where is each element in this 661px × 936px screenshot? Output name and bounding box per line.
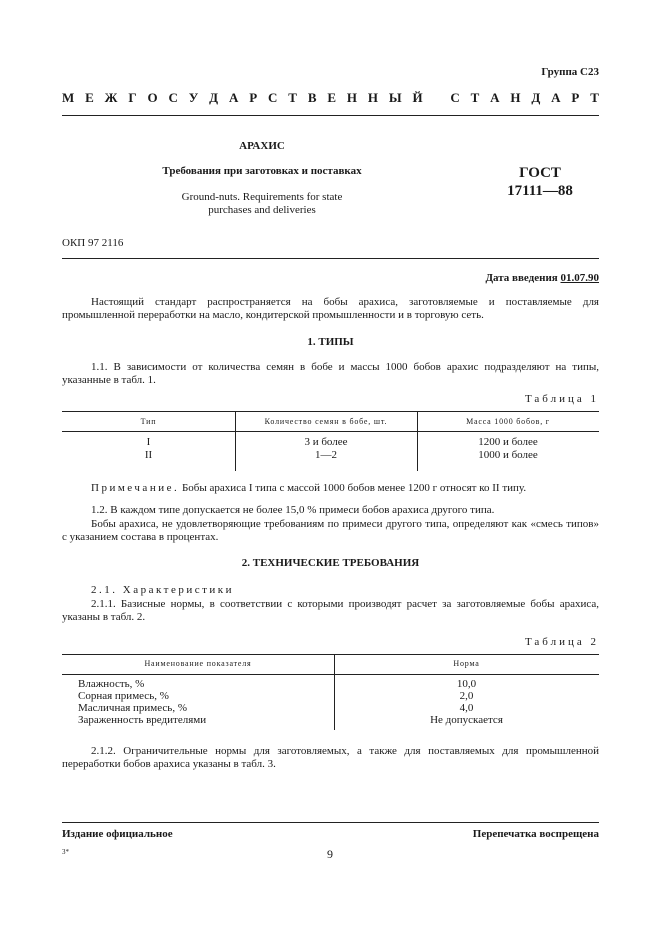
note-label: Примечание.: [91, 482, 180, 494]
interstate-letter: С: [268, 90, 278, 105]
page-number: 9: [327, 847, 333, 861]
introduction-date: [485, 272, 599, 284]
interstate-letter: С: [450, 90, 460, 105]
table-2-header-rule: [62, 674, 599, 675]
table-1-top-rule: [62, 411, 599, 412]
table-2-cell: Сорная примесь, %: [78, 690, 169, 702]
interstate-letter: Н: [346, 90, 358, 105]
reprint-prohibited: Перепечатка воспрещена: [472, 828, 599, 840]
interstate-letter: Н: [510, 90, 521, 105]
table-2-cell: Масличная примесь, %: [78, 702, 187, 714]
interstate-letter: Д: [531, 90, 541, 105]
interstate-letter: Р: [249, 90, 258, 105]
interstate-letter: [433, 90, 439, 106]
table-1-note: [62, 482, 599, 495]
table-1-header-seeds: Количество семян в бобе, шт.: [264, 417, 388, 426]
table-1-cell: 3 и более: [304, 436, 348, 448]
table-2-header-norm: Норма: [453, 659, 480, 668]
section-1-paragraph-2: 1.2. В каждом типе допускается не более 15,0 % примеси бобов арахиса другого типа.: [91, 504, 495, 516]
table-1-header-type: Тип: [140, 417, 157, 426]
table-2-cell: Влажность, %: [78, 678, 145, 690]
section-2-paragraph-1: 2.1.1. Базисные нормы, в соответствии с которыми производят расчет за заготовляемые бобы арахиса, указаны в табл. 2.: [62, 598, 599, 623]
table-2-cell: 10,0: [456, 678, 477, 690]
interstate-letter: Т: [590, 90, 599, 105]
english-title-line: Ground-nuts. Requirements for state: [181, 191, 343, 203]
table-2-header-indicator: Наименование показателя: [144, 659, 252, 668]
table-1-cell: 1000 и более: [478, 449, 538, 461]
section-1-paragraph-3: Бобы арахиса, не удовлетворяющие требованиям по примеси другого типа, определяют как «смесь типов» с указанием состава в процентах.: [62, 518, 599, 543]
interstate-letter: Т: [288, 90, 297, 105]
gost-label: ГОСТ: [519, 165, 561, 181]
table-2-cell: 4,0: [459, 702, 474, 714]
section-2-subheading: 2.1. Характеристики: [91, 584, 235, 596]
interstate-letter: Д: [209, 90, 219, 105]
sheet-mark: 3*: [62, 848, 69, 856]
table-1-header-mass: Масса 1000 бобов, г: [466, 417, 550, 426]
interstate-letter: Ы: [388, 90, 402, 105]
interstate-letter: Й: [412, 90, 423, 105]
interstate-letter: Е: [85, 90, 94, 105]
interstate-letter: Г: [128, 90, 137, 105]
interstate-letter: М: [62, 90, 75, 105]
interstate-letter: У: [188, 90, 199, 105]
interstate-letter: Р: [571, 90, 580, 105]
section-1-paragraph-1: 1.1. В зависимости от количества семян в бобе и массы 1000 бобов арахис подразделяют на типы, указанные в табл. 1.: [62, 361, 599, 386]
interstate-standard-heading: [62, 90, 599, 106]
table-1-cell: I: [146, 436, 151, 448]
interstate-letter: О: [147, 90, 158, 105]
table-1-cell: II: [144, 449, 153, 461]
document-subtitle: Требования при заготовках и поставках: [162, 165, 362, 177]
header-rule: [62, 115, 599, 116]
interstate-letter: А: [551, 90, 561, 105]
introduction-date-value: 01.07.90: [560, 272, 599, 284]
table-2-top-rule: [62, 654, 599, 655]
document-title: АРАХИС: [239, 140, 285, 152]
table-2-cell: Зараженность вредителями: [78, 714, 207, 726]
table-1-header-rule: [62, 431, 599, 432]
gost-designation: [495, 164, 585, 200]
table-1-caption: Таблица 1: [524, 393, 599, 405]
interstate-letter: А: [228, 90, 239, 105]
group-code: Группа С23: [541, 66, 599, 78]
table-2-cell: Не допускается: [430, 714, 503, 726]
interstate-letter: Е: [327, 90, 337, 105]
table-1-cell: 1200 и более: [478, 436, 538, 448]
section-1-heading: 1. ТИПЫ: [307, 336, 354, 348]
okp-rule: [62, 258, 599, 259]
interstate-letter: Н: [367, 90, 378, 105]
table-2-caption: Таблица 2: [524, 636, 599, 648]
section-2-heading: 2. ТЕХНИЧЕСКИЕ ТРЕБОВАНИЯ: [241, 557, 420, 569]
table-2-cell: 2,0: [459, 690, 474, 702]
okp-code: ОКП 97 2116: [62, 237, 124, 249]
note-text: Бобы арахиса I типа с массой 1000 бобов менее 1200 г относят ко II типу.: [181, 482, 527, 494]
official-edition: Издание официальное: [62, 828, 173, 840]
english-title: [62, 191, 462, 217]
interstate-letter: А: [490, 90, 500, 105]
interstate-letter: Ж: [104, 90, 118, 105]
section-2-paragraph-2: 2.1.2. Ограничительные нормы для заготовляемых, а также для поставляемых для промышленной переработки бобов арахиса указаны в табл. 3.: [62, 745, 599, 770]
interstate-letter: Т: [470, 90, 480, 105]
interstate-letter: С: [168, 90, 178, 105]
intro-paragraph: Настоящий стандарт распространяется на бобы арахиса, заготовляемые и поставляемые для промышленной переработки на масло, кондитерской промышленности и в торговую сеть.: [62, 296, 599, 321]
table-1-cell: 1—2: [315, 449, 337, 461]
english-title-line: purchases and deliveries: [208, 204, 316, 216]
footer-rule: [62, 822, 599, 823]
interstate-letter: В: [307, 90, 317, 105]
introduction-date-label: Дата введения: [485, 272, 558, 284]
gost-number: 17111—88: [507, 183, 573, 199]
